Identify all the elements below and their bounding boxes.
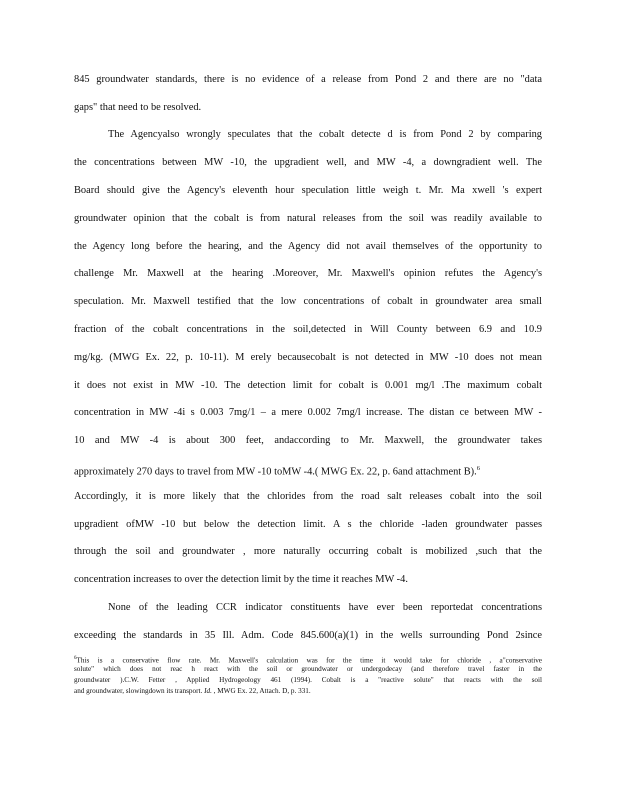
footnote-text: and groundwater, slowingdown its transport. (74, 687, 203, 695)
body-line: mg/kg. (MWG Ex. 22, p. 10-11). M erely becausecobalt is not detected in MW -10 does not mean (74, 352, 542, 363)
body-line: speculation. Mr. Maxwell testified that the low concentrations of cobalt in groundwater area small (74, 296, 542, 307)
footnote-line: groundwater ).C.W. Fetter , Applied Hydrogeology 461 (1994). Cobalt is a "reactive solute" that reacts with the soil (74, 676, 542, 684)
footnote-marker: 6 (74, 656, 77, 661)
body-line: Accordingly, it is more likely that the chlorides from the road salt releases cobalt into the soil (74, 491, 542, 502)
footnote-line: solute" which does not reac h react with the soil or groundwater or undergodecay (and therefore travel faster in the (74, 665, 542, 673)
body-line: fraction of the cobalt concentrations in the soil,detected in Will County between 6.9 and 10.9 (74, 324, 542, 335)
body-line: The Agencyalso wrongly speculates that the cobalt detecte d is from Pond 2 by comparing (108, 129, 542, 140)
body-line (74, 462, 542, 479)
citation-text: , MWG Ex. 22, Attach. D, p. 331. (211, 687, 311, 695)
footnote-line (74, 654, 542, 665)
body-line: Board should give the Agency's eleventh hour speculation little weigh t. Mr. Ma xwell 's expert (74, 185, 542, 196)
body-line: challenge Mr. Maxwell at the hearing .Moreover, Mr. Maxwell's opinion refutes the Agency's (74, 268, 542, 279)
body-line: 845 groundwater standards, there is no evidence of a release from Pond 2 and there are no "data (74, 74, 542, 85)
body-line: the Agency long before the hearing, and the Agency did not avail themselves of the opportunity to (74, 241, 542, 252)
body-line: 10 and MW -4 is about 300 feet, andaccording to Mr. Maxwell, the groundwater takes (74, 435, 542, 446)
body-line: gaps" that need to be resolved. (74, 102, 202, 113)
body-line: None of the leading CCR indicator constituents have ever been reportedat concentrations (108, 602, 542, 613)
footnote-separator (74, 640, 194, 641)
body-line-text: approximately 270 days to travel from MW -10 toMW -4.( MWG Ex. 22, p. 6and attachment B). (74, 466, 477, 478)
body-line: the concentrations between MW -10, the upgradient well, and MW -4, a downgradient well. The (74, 157, 542, 168)
body-line: upgradient ofMW -10 but below the detection limit. A s the chloride -laden groundwater passes (74, 519, 542, 530)
citation-id: Id. (204, 687, 212, 695)
footnote-reference[interactable]: 6 (476, 465, 480, 472)
body-line: concentration in MW -4i s 0.003 7mg/1 – a mere 0.002 7mg/l increase. The distan ce between MW - (74, 407, 542, 418)
body-line: through the soil and groundwater , more naturally occurring cobalt is mobilized ,such that the (74, 546, 542, 557)
body-line: exceeding the standards in 35 Ill. Adm. Code 845.600(a)(1) in the wells surrounding Pond 2since (74, 630, 542, 641)
body-line: concentration increases to over the detection limit by the time it reaches MW -4. (74, 574, 408, 585)
footnote-line (74, 687, 542, 696)
footnote-text: This is a conservative flow rate. Mr. Maxwell's calculation was for the time it would take for chloride , a"conservative (76, 656, 542, 665)
body-line: it does not exist in MW -10. The detection limit for cobalt is 0.001 mg/l .The maximum cobalt (74, 380, 542, 391)
body-line: groundwater opinion that the cobalt is from natural releases from the soil was readily available to (74, 213, 542, 224)
